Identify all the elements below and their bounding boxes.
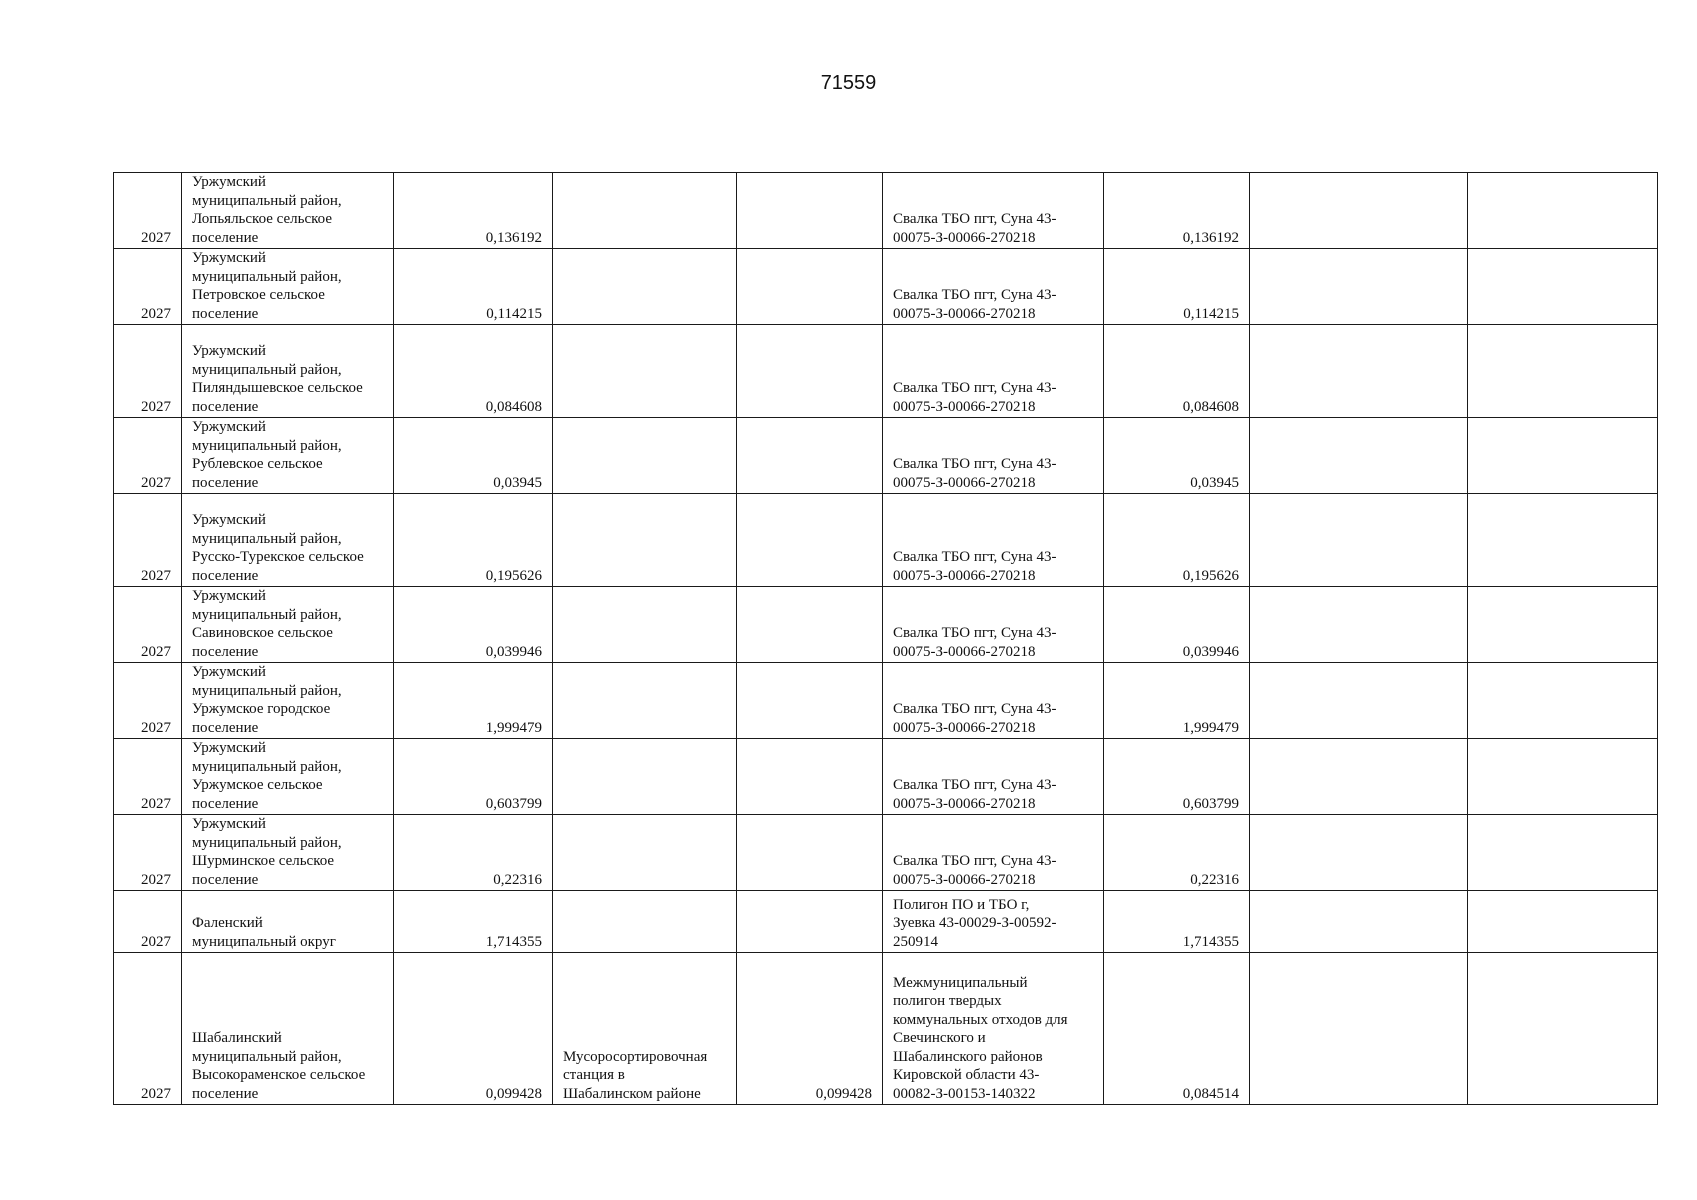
- year-cell: [114, 587, 182, 663]
- volume-cell-text: 0,603799: [485, 795, 542, 812]
- year-cell-text: 2027: [141, 871, 171, 888]
- empty-cell: [1468, 249, 1658, 325]
- volume-cell-text: 0,22316: [493, 871, 542, 888]
- empty-cell: [1468, 663, 1658, 739]
- destination-volume-cell: [1104, 953, 1250, 1105]
- municipality-cell-text: Уржумский муниципальный район, Рублевское сельское поселение: [192, 419, 342, 491]
- waste-flow-table: [113, 172, 1658, 1105]
- destination-cell-text: Свалка ТБО пгт, Суна 43- 00075-З-00066-270218: [893, 380, 1057, 415]
- facility-cell: [553, 953, 737, 1105]
- facility-volume-cell: [737, 891, 883, 953]
- destination-cell-text: Свалка ТБО пгт, Суна 43- 00075-З-00066-270218: [893, 456, 1057, 491]
- year-cell-text: 2027: [141, 1085, 171, 1102]
- destination-cell-text: Свалка ТБО пгт, Суна 43- 00075-З-00066-270218: [893, 549, 1057, 584]
- year-cell-text: 2027: [141, 398, 171, 415]
- year-cell: [114, 325, 182, 418]
- volume-cell: [394, 891, 553, 953]
- destination-cell-text: Свалка ТБО пгт, Суна 43- 00075-З-00066-270218: [893, 701, 1057, 736]
- facility-cell: [553, 494, 737, 587]
- municipality-cell: [182, 325, 394, 418]
- year-cell-text: 2027: [141, 643, 171, 660]
- empty-cell: [1468, 173, 1658, 249]
- facility-volume-cell: [737, 173, 883, 249]
- destination-volume-cell-text: 1,999479: [1182, 719, 1239, 736]
- facility-cell: [553, 891, 737, 953]
- destination-volume-cell: [1104, 173, 1250, 249]
- page-number: 71559: [820, 72, 877, 94]
- destination-volume-cell: [1104, 739, 1250, 815]
- destination-volume-cell-text: 0,03945: [1190, 474, 1239, 491]
- facility-volume-cell: [737, 815, 883, 891]
- destination-cell-text: Полигон ПО и ТБО г, Зуевка 43-00029-З-00592- 250914: [893, 896, 1057, 950]
- table-row: [114, 173, 1658, 249]
- destination-cell-text: Свалка ТБО пгт, Суна 43- 00075-З-00066-270218: [893, 287, 1057, 322]
- destination-volume-cell: [1104, 891, 1250, 953]
- empty-cell: [1468, 325, 1658, 418]
- volume-cell-text: 0,195626: [485, 567, 542, 584]
- empty-cell: [1468, 815, 1658, 891]
- destination-volume-cell-text: 0,136192: [1182, 229, 1239, 246]
- volume-cell: [394, 953, 553, 1105]
- facility-volume-cell: [737, 494, 883, 587]
- table-row: [114, 739, 1658, 815]
- municipality-cell-text: Уржумский муниципальный район, Лопьяльское сельское поселение: [192, 174, 342, 246]
- volume-cell: [394, 173, 553, 249]
- destination-volume-cell: [1104, 494, 1250, 587]
- empty-cell: [1250, 739, 1468, 815]
- volume-cell-text: 0,136192: [485, 229, 542, 246]
- destination-cell: [883, 663, 1104, 739]
- municipality-cell-text: Шабалинский муниципальный район, Высокораменское сельское поселение: [192, 1030, 366, 1102]
- municipality-cell: [182, 815, 394, 891]
- destination-cell-text: Межмуниципальный полигон твердых коммунальных отходов для Свечинского и Шабалинского районов Кировской области 43- 00082-З-00153-140322: [893, 974, 1068, 1102]
- municipality-cell-text: Уржумский муниципальный район, Шурминское сельское поселение: [192, 816, 342, 888]
- destination-cell: [883, 891, 1104, 953]
- destination-cell-text: Свалка ТБО пгт, Суна 43- 00075-З-00066-270218: [893, 211, 1057, 246]
- year-cell: [114, 249, 182, 325]
- municipality-cell: [182, 891, 394, 953]
- facility-cell: [553, 739, 737, 815]
- destination-cell: [883, 815, 1104, 891]
- volume-cell-text: 0,114215: [486, 305, 542, 322]
- empty-cell: [1468, 494, 1658, 587]
- table-row: [114, 663, 1658, 739]
- empty-cell: [1468, 587, 1658, 663]
- destination-volume-cell: [1104, 418, 1250, 494]
- destination-cell: [883, 587, 1104, 663]
- municipality-cell-text: Уржумский муниципальный район, Савиновское сельское поселение: [192, 588, 342, 660]
- municipality-cell-text: Уржумский муниципальный район, Русско-Турекское сельское поселение: [192, 512, 364, 584]
- destination-volume-cell-text: 0,084608: [1182, 398, 1239, 415]
- destination-cell: [883, 739, 1104, 815]
- year-cell: [114, 739, 182, 815]
- year-cell-text: 2027: [141, 474, 171, 491]
- empty-cell: [1250, 173, 1468, 249]
- destination-volume-cell-text: 0,114215: [1183, 305, 1239, 322]
- year-cell: [114, 891, 182, 953]
- empty-cell: [1250, 249, 1468, 325]
- municipality-cell: [182, 249, 394, 325]
- table-row: [114, 587, 1658, 663]
- destination-volume-cell-text: 0,22316: [1190, 871, 1239, 888]
- facility-volume-cell: [737, 587, 883, 663]
- destination-cell: [883, 173, 1104, 249]
- empty-cell: [1250, 953, 1468, 1105]
- volume-cell-text: 0,039946: [485, 643, 542, 660]
- destination-cell-text: Свалка ТБО пгт, Суна 43- 00075-З-00066-270218: [893, 777, 1057, 812]
- year-cell: [114, 494, 182, 587]
- destination-cell-text: Свалка ТБО пгт, Суна 43- 00075-З-00066-270218: [893, 625, 1057, 660]
- table-row: [114, 249, 1658, 325]
- destination-volume-cell: [1104, 587, 1250, 663]
- year-cell: [114, 815, 182, 891]
- municipality-cell-text: Уржумский муниципальный район, Уржумское сельское поселение: [192, 740, 342, 812]
- destination-volume-cell-text: 0,195626: [1182, 567, 1239, 584]
- destination-volume-cell: [1104, 663, 1250, 739]
- destination-cell: [883, 325, 1104, 418]
- destination-volume-cell-text: 0,039946: [1182, 643, 1239, 660]
- facility-volume-cell: [737, 739, 883, 815]
- volume-cell: [394, 494, 553, 587]
- year-cell: [114, 418, 182, 494]
- destination-volume-cell-text: 1,714355: [1182, 933, 1239, 950]
- facility-volume-cell: [737, 249, 883, 325]
- volume-cell: [394, 739, 553, 815]
- destination-cell: [883, 249, 1104, 325]
- volume-cell-text: 1,714355: [485, 933, 542, 950]
- facility-volume-cell: [737, 663, 883, 739]
- empty-cell: [1250, 418, 1468, 494]
- destination-volume-cell: [1104, 325, 1250, 418]
- facility-cell: [553, 249, 737, 325]
- year-cell-text: 2027: [141, 229, 171, 246]
- destination-cell-text: Свалка ТБО пгт, Суна 43- 00075-З-00066-270218: [893, 853, 1057, 888]
- year-cell: [114, 173, 182, 249]
- destination-cell: [883, 418, 1104, 494]
- municipality-cell: [182, 953, 394, 1105]
- volume-cell-text: 0,084608: [485, 398, 542, 415]
- empty-cell: [1250, 815, 1468, 891]
- destination-volume-cell-text: 0,084514: [1182, 1085, 1239, 1102]
- municipality-cell-text: Уржумский муниципальный район, Пиляндышевское сельское поселение: [192, 343, 363, 415]
- destination-volume-cell: [1104, 249, 1250, 325]
- facility-cell-text: Мусоросортировочная станция в Шабалинском районе: [563, 1048, 708, 1102]
- municipality-cell-text: Уржумский муниципальный район, Петровское сельское поселение: [192, 250, 342, 322]
- empty-cell: [1250, 325, 1468, 418]
- empty-cell: [1250, 587, 1468, 663]
- year-cell-text: 2027: [141, 567, 171, 584]
- empty-cell: [1250, 663, 1468, 739]
- facility-cell: [553, 173, 737, 249]
- municipality-cell: [182, 587, 394, 663]
- facility-volume-cell: [737, 325, 883, 418]
- facility-volume-cell-text: 0,099428: [815, 1085, 872, 1102]
- year-cell: [114, 663, 182, 739]
- year-cell-text: 2027: [141, 719, 171, 736]
- municipality-cell-text: Уржумский муниципальный район, Уржумское городское поселение: [192, 664, 342, 736]
- volume-cell: [394, 325, 553, 418]
- year-cell-text: 2027: [141, 933, 171, 950]
- facility-volume-cell: [737, 953, 883, 1105]
- table-row: [114, 953, 1658, 1105]
- empty-cell: [1468, 953, 1658, 1105]
- volume-cell-text: 0,03945: [493, 474, 542, 491]
- table-row: [114, 815, 1658, 891]
- volume-cell: [394, 249, 553, 325]
- year-cell-text: 2027: [141, 305, 171, 322]
- table-row: [114, 325, 1658, 418]
- year-cell-text: 2027: [141, 795, 171, 812]
- volume-cell: [394, 815, 553, 891]
- facility-cell: [553, 663, 737, 739]
- volume-cell: [394, 418, 553, 494]
- empty-cell: [1250, 891, 1468, 953]
- municipality-cell: [182, 418, 394, 494]
- empty-cell: [1468, 418, 1658, 494]
- volume-cell: [394, 587, 553, 663]
- municipality-cell: [182, 494, 394, 587]
- municipality-cell: [182, 173, 394, 249]
- municipality-cell-text: Фаленский муниципальный округ: [192, 915, 336, 950]
- municipality-cell: [182, 663, 394, 739]
- empty-cell: [1250, 494, 1468, 587]
- facility-cell: [553, 815, 737, 891]
- table-body: [114, 173, 1658, 1105]
- table-row: [114, 494, 1658, 587]
- facility-cell: [553, 418, 737, 494]
- municipality-cell: [182, 739, 394, 815]
- volume-cell-text: 0,099428: [485, 1085, 542, 1102]
- empty-cell: [1468, 739, 1658, 815]
- table-row: [114, 891, 1658, 953]
- table-row: [114, 418, 1658, 494]
- year-cell: [114, 953, 182, 1105]
- volume-cell: [394, 663, 553, 739]
- destination-volume-cell-text: 0,603799: [1182, 795, 1239, 812]
- volume-cell-text: 1,999479: [485, 719, 542, 736]
- destination-cell: [883, 494, 1104, 587]
- destination-volume-cell: [1104, 815, 1250, 891]
- facility-volume-cell: [737, 418, 883, 494]
- facility-cell: [553, 325, 737, 418]
- destination-cell: [883, 953, 1104, 1105]
- empty-cell: [1468, 891, 1658, 953]
- facility-cell: [553, 587, 737, 663]
